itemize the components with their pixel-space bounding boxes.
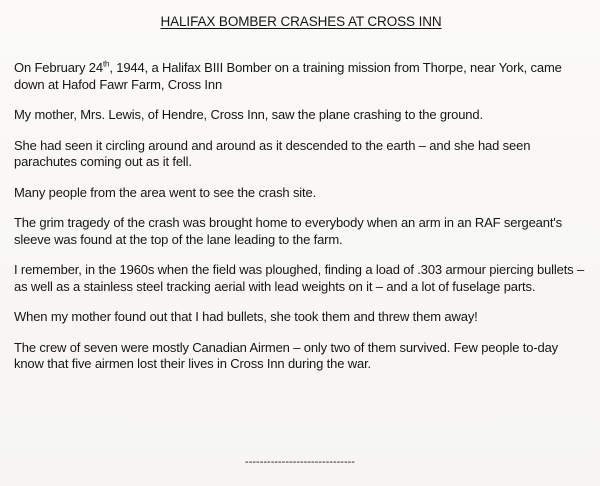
paragraph-crash-date-start: On February 24 [14,60,103,75]
paragraph-mother-witness: My mother, Mrs. Lewis, of Hendre, Cross Inn, saw the plane crashing to the ground. [14,107,483,122]
separator-line: ------------------------------ [245,456,355,468]
paragraph-crash-date [14,60,588,93]
paragraph-bullets-thrown: When my mother found out that I had bullets, she took them and threw them away! [14,309,478,324]
ordinal-suffix: th [102,59,110,69]
paragraph-crash-site: Many people from the area went to see the crash site. [14,184,317,200]
paragraph-crash-date-rest: , 1944, a Halifax BIII Bomber on a training mission from Thorpe, near York, came down at Hafod Fawr Farm, Cross Inn [14,60,562,92]
paragraph-parachutes: She had seen it circling around and around as it descended to the earth – and she had seen parachutes coming out as it fell. [14,137,531,169]
paragraph-grim-tragedy: The grim tragedy of the crash was brought home to everybody when an arm in an RAF sergeant's sleeve was found at the top of the lane leading to the farm. [14,215,562,247]
document-title: HALIFAX BOMBER CRASHES AT CROSS INN [160,14,442,29]
paragraph-crew: The crew of seven were mostly Canadian Airmen – only two of them survived. Few people to-day know that five airmen lost their lives in Cross Inn during the war. [14,339,559,371]
paragraph-bullets-found: I remember, in the 1960s when the field was ploughed, finding a load of .303 armour piercing bullets – as well as a stainless steel tracking aerial with lead weights on it – and a lot of fuselage parts. [14,262,585,294]
